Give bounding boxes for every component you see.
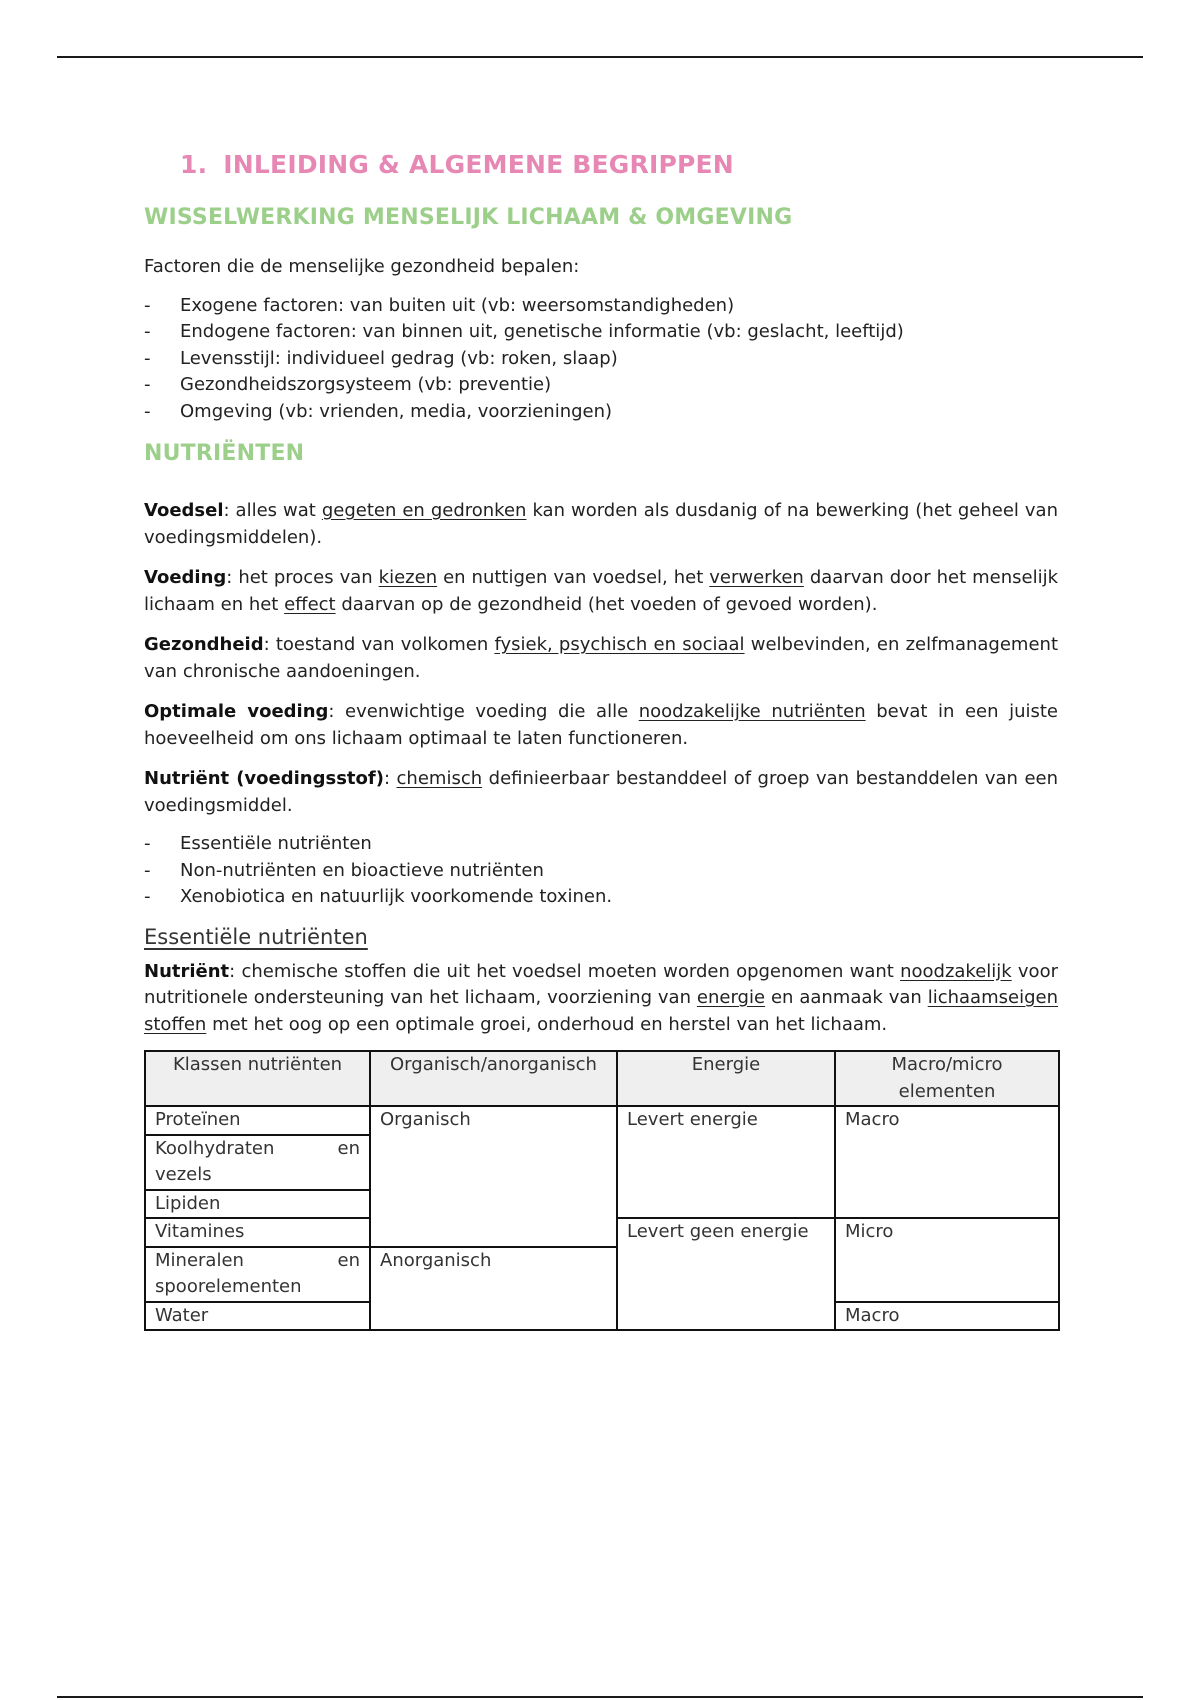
term: Gezondheid (144, 634, 264, 655)
definition-nutrient (144, 766, 1058, 819)
table-cell (145, 1247, 370, 1302)
def-text: voor nutritionele ondersteuning van het lichaam, voorziening van (144, 960, 1058, 1008)
def-text: daarvan op de gezondheid (het voeden of gevoed worden). (335, 593, 878, 615)
list-item: - Omgeving (vb: vrienden, media, voorzieningen) (144, 399, 1058, 426)
def-text: : chemische stoffen die uit het voedsel moeten worden opgenomen want (229, 960, 901, 982)
term: Voedsel (144, 500, 224, 521)
def-text: definieerbaar bestanddeel of groep van bestanddelen van een voedingsmiddel. (144, 768, 1058, 816)
top-rule (57, 56, 1143, 58)
def-underline: chemisch (396, 768, 483, 789)
def-underline: noodzakelijk (900, 960, 1012, 982)
table-cell: Macro (835, 1106, 1059, 1218)
factors-list (144, 293, 1058, 426)
def-underline: noodzakelijke nutriënten (638, 701, 866, 722)
table-row (145, 1106, 1059, 1135)
cell-text: en (337, 1137, 360, 1159)
def-text: : het proces van (226, 567, 379, 588)
def-text: : toestand van volkomen (263, 634, 495, 655)
table-cell: Micro (835, 1218, 1059, 1302)
def-text: met het oog op een optimale groei, onderhoud en herstel van het lichaam. (206, 1013, 888, 1035)
def-underline: gegeten en gedronken (321, 500, 527, 521)
list-item: - Levensstijl: individueel gedrag (vb: roken, slaap) (144, 346, 1058, 373)
section-heading-nutrienten: NUTRIËNTEN (144, 441, 305, 466)
cell-text: Koolhydraten (155, 1137, 275, 1159)
def-text: : (383, 768, 397, 789)
term: Nutriënt (144, 960, 230, 982)
table-cell: Proteïnen (145, 1106, 370, 1135)
def-underline: kiezen (378, 567, 438, 588)
list-item: - Essentiële nutriënten (144, 831, 1058, 858)
definition-nutrient-essentieel (144, 959, 1058, 1039)
subsection-heading-essentiele: Essentiële nutriënten (144, 924, 368, 949)
table-cell: Levert energie (617, 1106, 835, 1218)
definition-optimale-voeding (144, 699, 1058, 752)
def-underline: verwerken (709, 567, 804, 588)
def-text: : evenwichtige voeding die alle (328, 701, 639, 722)
column-header: Organisch/anorganisch (370, 1051, 617, 1106)
cell-text: Mineralen (155, 1249, 244, 1271)
document-body (144, 150, 1058, 1331)
cell-text: vezels (155, 1164, 212, 1185)
def-text: daarvan door het menselijk lichaam en het (144, 567, 1059, 615)
def-underline: fysiek, psychisch en sociaal (494, 634, 745, 655)
bottom-rule (57, 1696, 1143, 1698)
list-item: - Xenobiotica en natuurlijk voorkomende toxinen. (144, 884, 1058, 911)
table-cell: Anorganisch (370, 1247, 617, 1331)
list-item: - Non-nutriënten en bioactieve nutriënten (144, 858, 1058, 885)
chapter-title: INLEIDING & ALGEMENE BEGRIPPEN (223, 150, 734, 179)
table-cell: Water (145, 1302, 370, 1331)
nutrient-types-list (144, 831, 1058, 911)
table-header-row (145, 1051, 1059, 1106)
cell-text: spoorelementen (155, 1276, 302, 1297)
def-underline: energie (696, 987, 766, 1008)
table-cell: Vitamines (145, 1218, 370, 1247)
term: Nutriënt (voedingsstof) (144, 768, 384, 789)
table-cell: Organisch (370, 1106, 617, 1247)
chapter-number: 1. (180, 150, 208, 179)
column-header: Macro/micro elementen (835, 1051, 1059, 1106)
list-item: - Gezondheidszorgsysteem (vb: preventie) (144, 372, 1058, 399)
nutrient-classes-table (144, 1050, 1060, 1331)
factors-intro: Factoren die de menselijke gezondheid bepalen: (144, 256, 580, 277)
definition-voedsel (144, 498, 1058, 551)
def-text: en aanmaak van (765, 987, 928, 1008)
table-cell (145, 1135, 370, 1190)
def-text: welbevinden, en zelfmanagement van chronische aandoeningen. (144, 634, 1059, 682)
list-item: - Exogene factoren: van buiten uit (vb: weersomstandigheden) (144, 293, 1058, 320)
cell-text: en (337, 1249, 360, 1271)
definition-gezondheid (144, 632, 1058, 685)
term: Voeding (144, 567, 227, 588)
table-cell: Levert geen energie (617, 1218, 835, 1330)
definition-voeding (144, 565, 1058, 618)
def-underline: effect (284, 593, 336, 615)
table-cell: Macro (835, 1302, 1059, 1331)
table-cell: Lipiden (145, 1190, 370, 1219)
chapter-heading (180, 150, 1058, 179)
list-item: - Endogene factoren: van binnen uit, genetische informatie (vb: geslacht, leeftijd) (144, 319, 1058, 346)
def-text: bevat in een juiste hoeveelheid om ons lichaam optimaal te laten functioneren. (144, 701, 1059, 749)
def-text: : alles wat (223, 500, 322, 521)
section-heading-wisselwerking: WISSELWERKING MENSELIJK LICHAAM & OMGEVING (144, 205, 793, 230)
def-text: en nuttigen van voedsel, het (437, 567, 710, 588)
column-header: Energie (617, 1051, 835, 1106)
def-underline: lichaamseigen stoffen (144, 987, 1058, 1035)
def-text: kan worden als dusdanig of na bewerking (het geheel van voedingsmiddelen). (144, 500, 1058, 548)
column-header: Klassen nutriënten (145, 1051, 370, 1106)
term: Optimale voeding (144, 701, 329, 722)
